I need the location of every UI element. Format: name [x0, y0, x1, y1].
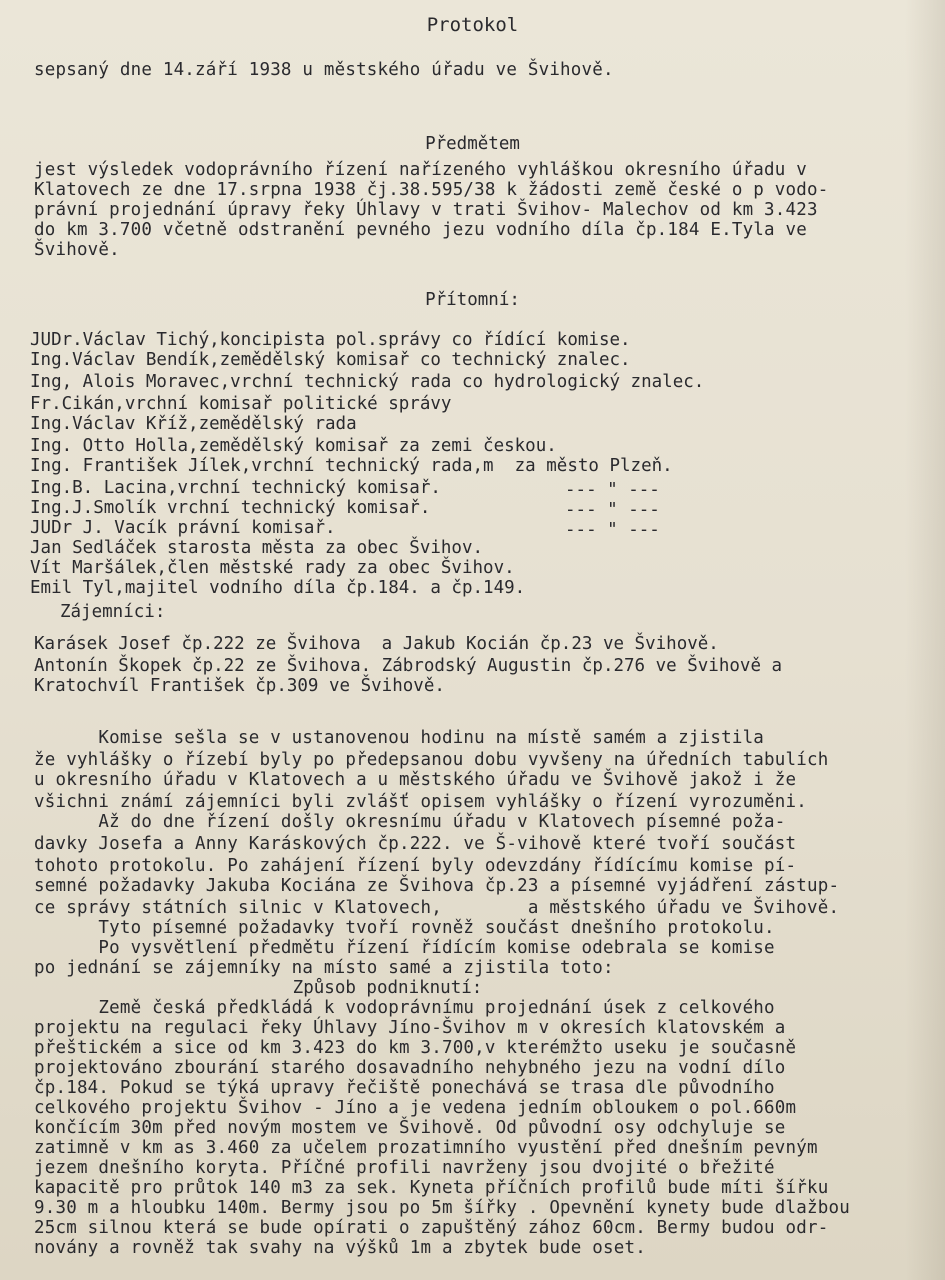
present-line-7: Ing. František Jílek,vrchní technický rada,m za město Plzeň.	[30, 456, 673, 476]
page-shadow	[905, 0, 945, 1280]
present-line-6: Ing. Otto Holla,zemědělský komisař za zemi českou.	[30, 436, 557, 456]
method-line-3: přeštickém a sice od km 3.423 do km 3.700,v kterémžto useku je současně	[34, 1038, 797, 1058]
present-line-10: JUDr J. Vacík právní komisař.	[30, 518, 336, 538]
ditto-mark-2: --- " ---	[565, 500, 660, 520]
method-line-9: jezem dnešního koryta. Příčné profili navrženy jsou dvojité o břežité	[34, 1158, 775, 1178]
present-line-5: Ing.Václav Kříž,zemědělský rada	[30, 414, 357, 434]
body-line-6: davky Josefa a Anny Karáskových čp.222. ve Š-vihově které tvoří součást	[34, 834, 797, 854]
method-line-11: 9.30 m a hloubku 140m. Bermy jsou po 5m šířky . Opevnění kynety bude dlažbou	[34, 1198, 850, 1218]
method-heading: Způsob podniknutí:	[292, 978, 483, 998]
body-line-11: Po vysvětlení předmětu řízení řídícím komise odebrala se komise	[34, 938, 775, 958]
intro-line: sepsaný dne 14.září 1938 u městského úřadu ve Švihově.	[34, 60, 614, 80]
present-line-1: JUDr.Václav Tichý,koncipista pol.správy co řídící komise.	[30, 330, 631, 350]
method-line-1: Země česká předkládá k vodoprávnímu projednání úsek z celkového	[34, 998, 775, 1018]
method-line-7: končícím 30m před novým mostem ve Švihově. Od původní osy odchyluje se	[34, 1118, 786, 1138]
method-line-4: projektováno zbourání starého dosavadního nehybného jezu na vodní dílo	[34, 1058, 786, 1078]
method-line-8: zatimně v km as 3.460 za učelem prozatimního vyustění před dnešním pevným	[34, 1138, 818, 1158]
method-line-5: čp.184. Pokud se týká upravy řečiště ponechává se trasa dle původního	[34, 1078, 775, 1098]
subject-heading: Předmětem	[425, 134, 520, 154]
body-line-5: Až do dne řízení došly okresnímu úřadu v Klatovech písemné poža-	[34, 812, 786, 832]
body-line-7: tohoto protokolu. Po zahájení řízení byly odevzdány řídícímu komise pí-	[34, 856, 797, 876]
present-heading: Přítomní:	[425, 290, 520, 310]
interested-line-1: Karásek Josef čp.222 ze Švihova a Jakub Kocián čp.23 ve Švihově.	[34, 634, 719, 654]
interested-line-2: Antonín Škopek čp.22 ze Švihova. Zábrodský Augustin čp.276 ve Švihově a	[34, 656, 783, 676]
present-line-13: Emil Tyl,majitel vodního díla čp.184. a čp.149.	[30, 578, 526, 598]
present-line-9: Ing.J.Smolík vrchní technický komisař.	[30, 498, 431, 518]
method-line-6: celkového projektu Švihov - Jíno a je vedena jedním obloukem o pol.660m	[34, 1098, 797, 1118]
body-line-10: Tyto písemné požadavky tvoří rovněž součást dnešního protokolu.	[34, 918, 775, 938]
present-line-12: Vít Maršálek,člen městské rady za obec Švihov.	[30, 558, 515, 578]
subject-line-5: Švihově.	[34, 240, 120, 260]
ditto-mark-1: --- " ---	[565, 480, 660, 500]
interested-heading: Zájemníci:	[60, 602, 166, 622]
present-line-8: Ing.B. Lacina,vrchní technický komisař.	[30, 478, 441, 498]
body-line-3: u okresního úřadu v Klatovech a u městského úřadu ve Švihově jakož i že	[34, 770, 797, 790]
present-line-3: Ing, Alois Moravec,vrchní technický rada co hydrologický znalec.	[30, 372, 705, 392]
subject-line-4: do km 3.700 včetně odstranění pevného jezu vodního díla čp.184 E.Tyla ve	[34, 220, 807, 240]
present-line-2: Ing.Václav Bendík,zemědělský komisař co technický znalec.	[30, 350, 631, 370]
body-line-1: Komise sešla se v ustanovenou hodinu na místě samém a zjistila	[34, 728, 765, 748]
body-line-9: ce správy státních silnic v Klatovech, a městského úřadu ve Švihově.	[34, 898, 840, 918]
body-line-4: všichni známí zájemníci byli zvlášť opisem vyhlášky o řízení vyrozuměni.	[34, 792, 807, 812]
method-line-12: 25cm silnou která se bude opírati o zapuštěný zához 60cm. Bermy budou odr-	[34, 1218, 829, 1238]
present-line-11: Jan Sedláček starosta města za obec Švihov.	[30, 538, 484, 558]
subject-line-3: právní projednání úpravy řeky Úhlavy v trati Švihov- Malechov od km 3.423	[34, 200, 818, 220]
body-line-2: že vyhlášky o řízebí byly po předepsanou dobu vyvšeny na úředních tabulích	[34, 750, 829, 770]
document-title: Protokol	[426, 14, 519, 36]
body-line-12: po jednání se zájemníky na místo samé a zjistila toto:	[34, 958, 614, 978]
present-line-4: Fr.Cikán,vrchní komisař politické správy	[30, 394, 452, 414]
method-line-13: novány a rovněž tak svahy na výšků 1m a zbytek bude oset.	[34, 1238, 646, 1258]
body-line-8: semné požadavky Jakuba Kociána ze Švihova čp.23 a písemné vyjádření zástup-	[34, 876, 840, 896]
subject-line-1: jest výsledek vodoprávního řízení nařízeného vyhláškou okresního úřadu v	[34, 160, 807, 180]
subject-line-2: Klatovech ze dne 17.srpna 1938 čj.38.595/38 k žádosti země české o p vodo-	[34, 180, 829, 200]
interested-line-3: Kratochvíl František čp.309 ve Švihově.	[34, 676, 445, 696]
ditto-mark-3: --- " ---	[565, 520, 660, 540]
method-line-10: kapacitě pro průtok 140 m3 za sek. Kyneta příčních profilů bude míti šířku	[34, 1178, 829, 1198]
method-line-2: projektu na regulaci řeky Úhlavy Jíno-Švihov m v okresích klatovském a	[34, 1018, 786, 1038]
